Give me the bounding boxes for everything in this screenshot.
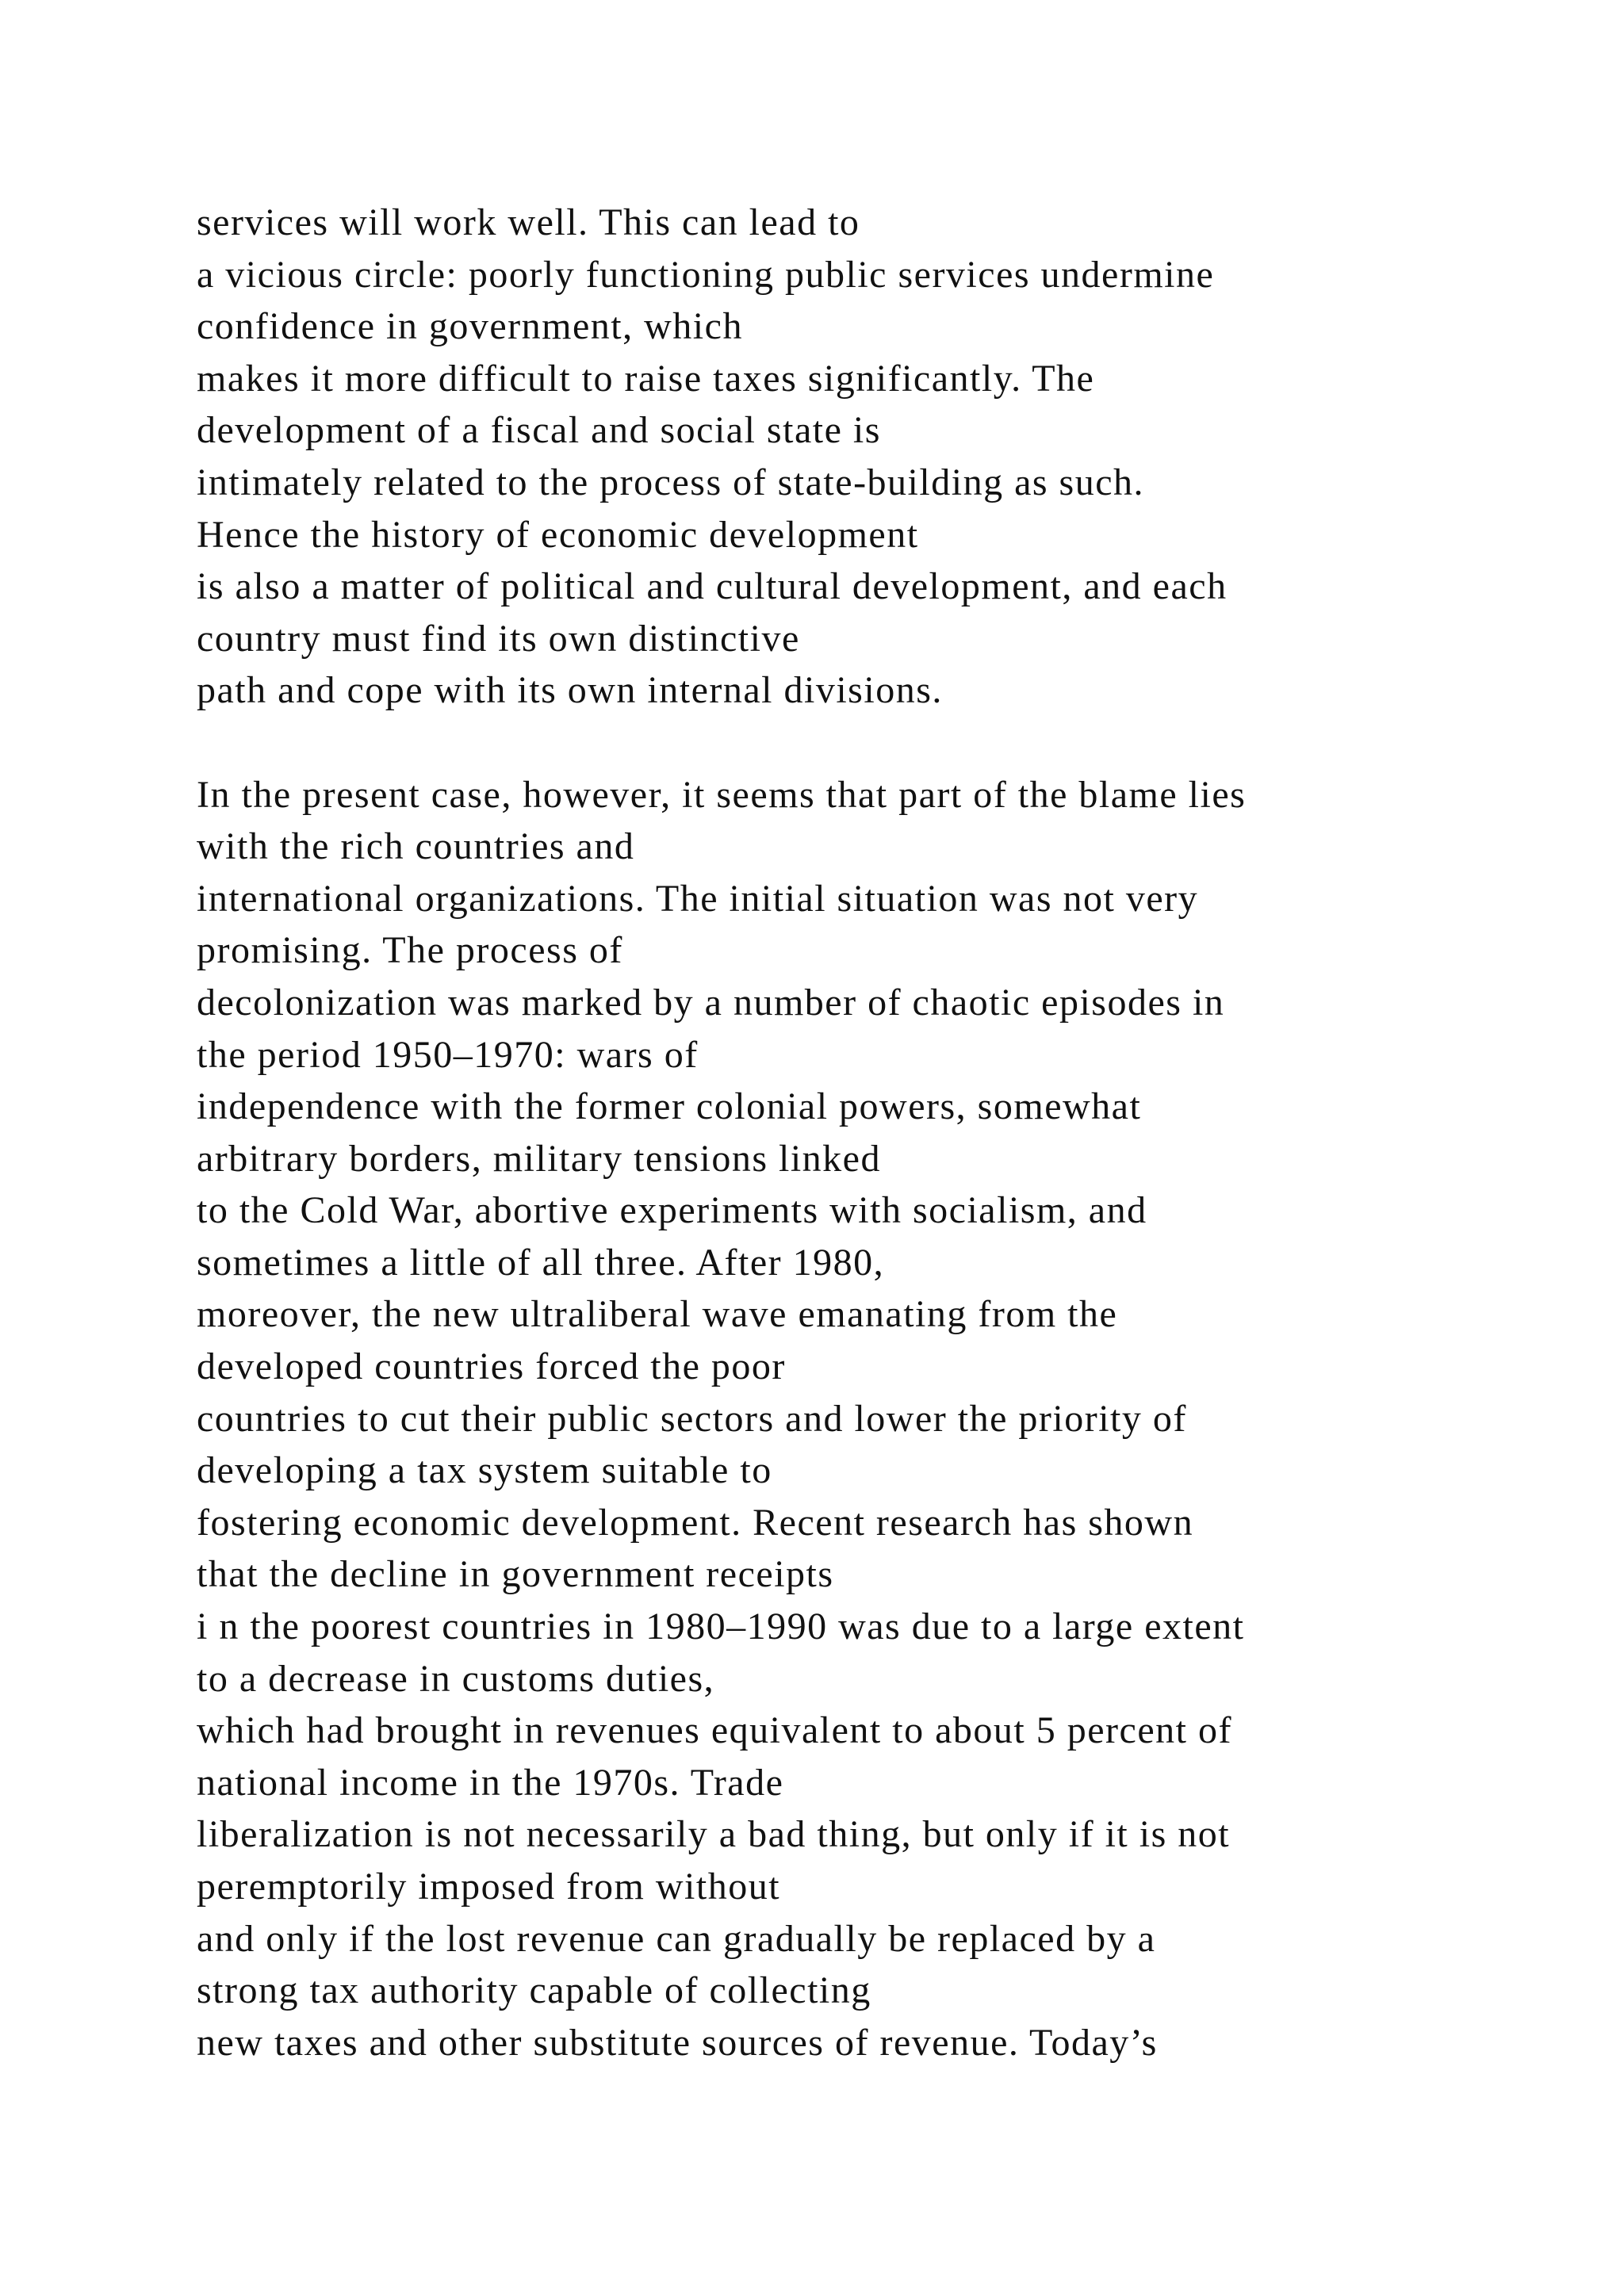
text-line: path and cope with its own internal divisions. <box>197 669 943 712</box>
text-line: intimately related to the process of state-building as such. <box>197 461 1145 503</box>
text-line: and only if the lost revenue can gradually be replaced by a <box>197 1917 1156 1960</box>
text-line: liberalization is not necessarily a bad thing, but only if it is not <box>197 1813 1231 1856</box>
text-line: international organizations. The initial situation was not very <box>197 877 1199 920</box>
text-line: sometimes a little of all three. After 1980, <box>197 1241 885 1284</box>
text-line: arbitrary borders, military tensions linked <box>197 1137 881 1180</box>
text-line: developed countries forced the poor <box>197 1345 786 1388</box>
text-line: Hence the history of economic development <box>197 513 919 556</box>
text-line: development of a fiscal and social state is <box>197 409 881 452</box>
paragraph-break <box>197 717 1608 769</box>
text-line: countries to cut their public sectors and lower the priority of <box>197 1397 1187 1440</box>
text-line: the period 1950–1970: wars of <box>197 1033 699 1076</box>
text-line: confidence in government, which <box>197 305 743 348</box>
text-line: to the Cold War, abortive experiments with socialism, and <box>197 1189 1147 1232</box>
text-line: is also a matter of political and cultural development, and each <box>197 565 1228 608</box>
paragraph-1 <box>197 197 1608 717</box>
text-line: fostering economic development. Recent research has shown <box>197 1501 1194 1544</box>
text-line: country must find its own distinctive <box>197 617 800 660</box>
text-line: services will work well. This can lead to <box>197 201 860 243</box>
text-line: national income in the 1970s. Trade <box>197 1761 784 1804</box>
paragraph-2 <box>197 769 1608 2069</box>
text-line: with the rich countries and <box>197 825 635 868</box>
text-line: strong tax authority capable of collecting <box>197 1969 871 2012</box>
text-line: that the decline in government receipts <box>197 1553 834 1596</box>
text-line: peremptorily imposed from without <box>197 1866 781 1908</box>
text-line: independence with the former colonial powers, somewhat <box>197 1085 1142 1128</box>
text-line: makes it more difficult to raise taxes significantly. The <box>197 357 1095 400</box>
text-line: to a decrease in customs duties, <box>197 1657 715 1700</box>
text-line: In the present case, however, it seems that part of the blame lies <box>197 773 1247 816</box>
text-line: i n the poorest countries in 1980–1990 was due to a large extent <box>197 1605 1245 1648</box>
body-text <box>197 197 1608 2068</box>
text-line: moreover, the new ultraliberal wave emanating from the <box>197 1293 1118 1336</box>
text-line: which had brought in revenues equivalent to about 5 percent of <box>197 1709 1232 1752</box>
text-line: developing a tax system suitable to <box>197 1449 772 1492</box>
text-line: new taxes and other substitute sources of revenue. Today’s <box>197 2021 1158 2064</box>
text-line: a vicious circle: poorly functioning public services undermine <box>197 253 1215 296</box>
text-line: promising. The process of <box>197 929 623 972</box>
text-line: decolonization was marked by a number of chaotic episodes in <box>197 981 1225 1024</box>
